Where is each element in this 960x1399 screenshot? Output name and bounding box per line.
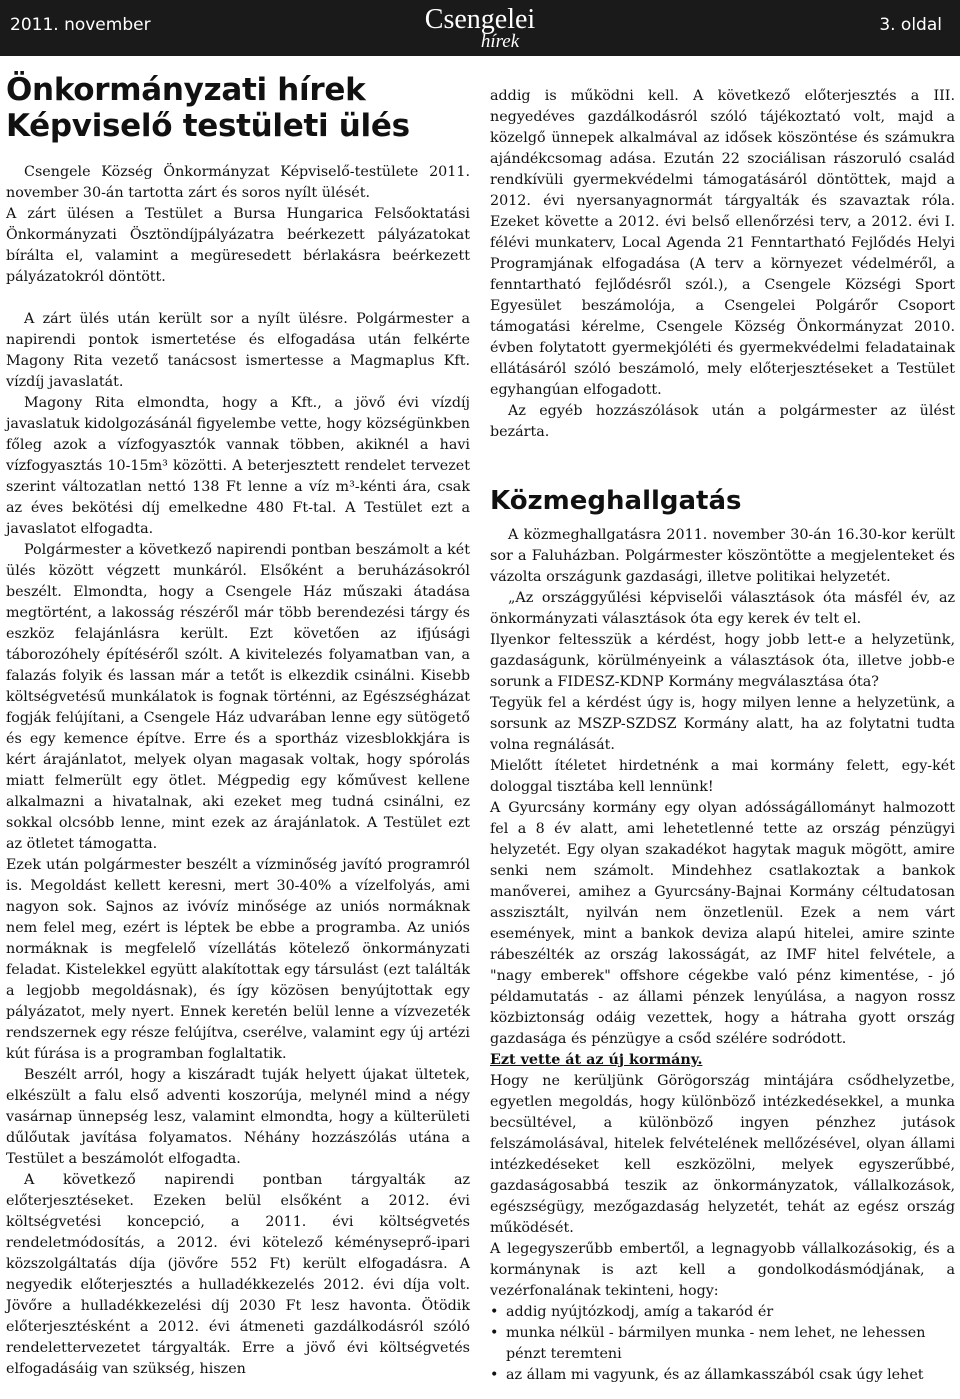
- masthead-title: Csengelei: [424, 4, 536, 35]
- article-paragraph: Ezek után polgármester beszélt a vízminőség javító programról is. Megoldást kellett keresni, mert 30-40% a vízelfolyás, ami nagyon sok. Sajnos az ivóvíz minősége az uniós normáknak nem felel meg, ezért is léptek be ebbe a programba. Az uniós normáknak is megfelelő vízellátás kötelező önkormányzati feladat. Kistelekkel együtt alakítottak egy társulást (ezt találták a legjobb megoldásnak), és így közösen benyújtottak egy pályázatot, mely nyert. Ennek keretén belül lenne a vízvezeték rendszernek egy része felújítva, cserélve, valamint egy új artézi kút fúrása is a programban foglaltatik.: [6, 857, 470, 1062]
- list-item: • addig nyújtózkodj, amíg a takaród ér: [490, 1302, 955, 1323]
- article-paragraph: A közmeghallgatásra 2011. november 30-án 16.30-kor került sor a Faluházban. Polgármester köszöntötte a megjelenteket és vázolta országunk gazdasági, illetve politikai helyzetét.: [490, 527, 955, 585]
- article-paragraph: Tegyük fel a kérdést úgy is, hogy milyen lenne a helyzetünk, a sorsunk az MSZP-SZDSZ Kormány alatt, ha az folytatni tudta volna regnálását.: [490, 695, 955, 753]
- page-number: 3. oldal: [879, 15, 942, 35]
- left-column: [6, 72, 470, 1380]
- article-paragraph: Az egyéb hozzászólások után a polgármester az ülést bezárta.: [490, 403, 955, 440]
- article-paragraph: A következő napirendi pontban tárgyalták az előterjesztéseket. Ezeken belül elsőként a 2012. évi költségvetési koncepció, a 2011. évi költségvetés rendeletmódosítás, a 2012. évi kötelező kéményseprő-ipari közszolgáltatás díja (jövőre 552 Ft) került elfogadásra. A negyedik előterjesztés a hulladékkezelés 2012. évi díja volt. Jövőre a hulladékkezelési díj 2030 Ft lesz havonta. Ötödik előterjesztésként a 2012. évi átmeneti gazdálkodásról szóló rendelettervezetet tárgyalták. Erre a jövő évi költségvetés elfogadásáig van szükség, hiszen: [6, 1172, 470, 1377]
- article-paragraph: A legegyszerűbb embertől, a legnagyobb vállalkozásokig, és a kormánynak is azt kell a gondolkodásmódjának, a vezérfonalának tekinteni, hogy:: [490, 1241, 955, 1299]
- article-title: Képviselő testületi ülés: [6, 108, 410, 144]
- section-title: Önkormányzati hírek: [6, 72, 366, 108]
- article-paragraph: „Az országgyűlési képviselői választások óta másfél év, az önkormányzati választások óta egy kerek év telt el.: [490, 590, 955, 627]
- article-paragraph: Polgármester a következő napirendi pontban beszámolt a két ülés között végzett munkáról. Elsőként a beruházásokról beszélt. Elmondta, hogy a Csengele Ház műszaki átadása megtörtént, a lakosság részéről már több berendezési tárgy és eszköz felajánlásra került. Ezt követően az ifjúsági táborozóhely építéséről szólt. A kivitelezés folyamatban van, a falazás folyik és lassan már a tetőt is elkezdik csinálni. Kisebb költségvetésű munkálatok is fognak történni, az Egészségházat fogják felújítani, a Csengele Ház udvarában lenne egy sütögető és egy kemence építve. Erre és a sportház vizesblokkjára is kért árajánlatot, melyek olyan magasak voltak, hogy spórolás miatt felmerült egy ötlet. Mégpedig egy kőművest kellene alkalmazni a hivatalnak, aki ezeket meg tudná csinálni, ez sokkal olcsóbb lenne, mint ezek az árajánlatok. A Testület ezt az ötletet támogatta.: [6, 542, 470, 852]
- article-paragraph: addig is működni kell. A következő előterjesztés a III. negyedéves gazdálkodásról szóló tájékoztató volt, majd a közelgő ünnepek alkalmával az idősek köszöntése és számukra ajándékcsomag adása. Ezután 22 szociálisan rászoruló család rendkívüli gyermekvédelmi támogatásáról döntöttek, majd a 2012. évi nyersanyagnormát tárgyalták és szavaztak róla. Ezeket követte a 2012. évi belső ellenőrzési terv, a 2012. évi I. félévi munkaterv, Local Agenda 21 Fenntartható Fejlődés Helyi Programjának elfogadása (A terv a környezet védelméről, a fenntartható fejlődésről szól.), a Csengele Községi Sport Egyesület beszámolója, a Csengelei Polgárőr Csoport támogatási kérelme, Csengele Község Önkormányzat 2010. évben folytatott gyermekjóléti és gyermekvédelmi feladatainak ellátásáról szóló beszámoló, mely előterjesztéseket a Testület egyhangúan elfogadott.: [490, 88, 955, 398]
- article-paragraph: Hogy ne kerüljünk Görögország mintájára csődhelyzetbe, egyetlen megoldás, hogy különböző intézkedésekkel, a munka becsültével, a különböző ingyen pénzhez jutások felszámolásával, hitelek felvételének mellőzésével, olyan állami intézkedéseket kell eszközölni, melyek egyszerűbbé, gazdaságosabbá teszik az önkormányzatok, vállalkozások, egészségügy, mezőgazdaság helyzetét, tehát az egész ország működését.: [490, 1073, 955, 1236]
- list-item: • munka nélkül - bármilyen munka - nem lehet, ne lehessen pénzt teremteni: [490, 1323, 955, 1365]
- issue-date: 2011. november: [10, 15, 151, 35]
- newspaper-header: [0, 0, 960, 56]
- right-column: [490, 86, 955, 1386]
- masthead-subtitle: hírek: [480, 31, 520, 52]
- article-title: Közmeghallgatás: [490, 486, 742, 516]
- article-paragraph: A Gyurcsány kormány egy olyan adósságállományt halmozott fel a 8 év alatt, ami lehetetlenné tette az ország pénzügyi helyzetét. Egy olyan szakadékot hagytak maguk mögött, amire senki nem számolt. Mindehhez csatlakoztak a bankok manőverei, amihez a Gyurcsány-Bajnai Kormány céltudatosan asszisztált, nyilván nem önzetlenül. Ezek a nem várt események, mint a bankok deviza alapú hitelei, amire szinte rábeszélték az ország lakosságát, az IMF hitel felvétele, a "nagy emberek" offshore cégekbe való pénz kimentése, - jó példamutatás - az állami pénzek lenyúlása, a nagyon rossz közbiztonság odáig vezettek, hogy a hátraha gyott ország gazdasága és pénzügye a csőd szélére sodródott.: [490, 800, 955, 1047]
- article-paragraph: Csengele Község Önkormányzat Képviselő-testülete 2011. november 30-án tartotta zárt és soros nyílt ülését.: [6, 164, 470, 201]
- article-paragraph: Beszélt arról, hogy a kiszáradt tuják helyett újakat ültetek, elkészült a falu első adventi koszorúja, melynél mind a négy vasárnap ünnepség lesz, valamint elmondta, hogy a külterületi dűlőutak javítása folyamatos. Néhány hozzászólás utána a Testület a beszámolót elfogadta.: [6, 1067, 470, 1167]
- article-paragraph: Magony Rita elmondta, hogy a Kft., a jövő évi vízdíj javaslatuk kidolgozásánál figyelembe vette, hogy községünkben főleg azok a vízfogyasztók vannak többen, akiknél a havi vízfogyasztás 10-15m³ közötti. A beterjesztett rendelet tervezet szerint változatlan nettó 138 Ft lenne a víz m³-kénti ára, csak az éves bekötési díj emelkedne 480 Ft-tal. A Testület ezt a javaslatot elfogadta.: [6, 395, 470, 537]
- article-paragraph: Ilyenkor feltesszük a kérdést, hogy jobb lett-e a helyzetünk, gazdaságunk, körülményeink a választások óta, illetve jobb-e sorunk a FIDESZ-KDNP Kormány megválasztása óta?: [490, 632, 955, 690]
- article-paragraph: Mielőtt ítéletet hirdetnénk a mai kormány felett, egy-két dologgal tisztába kell lennünk!: [490, 758, 955, 795]
- article-paragraph: A zárt ülésen a Testület a Bursa Hungarica Felsőoktatási Önkormányzati Ösztöndíjpályázatra beérkezett pályázatokat bírálta el, valamint a megüresedett bérlakásra beérkezett pályázatokról döntött.: [6, 206, 470, 285]
- article-subheading: Ezt vette át az új kormány.: [490, 1052, 703, 1068]
- bullet-list: [490, 1302, 955, 1386]
- article-paragraph: A zárt ülés után került sor a nyílt ülésre. Polgármester a napirendi pontok ismertetése és elfogadása után felkérte Magony Rita vezető tanácsost ismertesse a Magmaplus Kft. vízdíj javaslatát.: [6, 311, 470, 390]
- list-item: • az állam mi vagyunk, és az államkasszából csak úgy lehet: [490, 1365, 955, 1386]
